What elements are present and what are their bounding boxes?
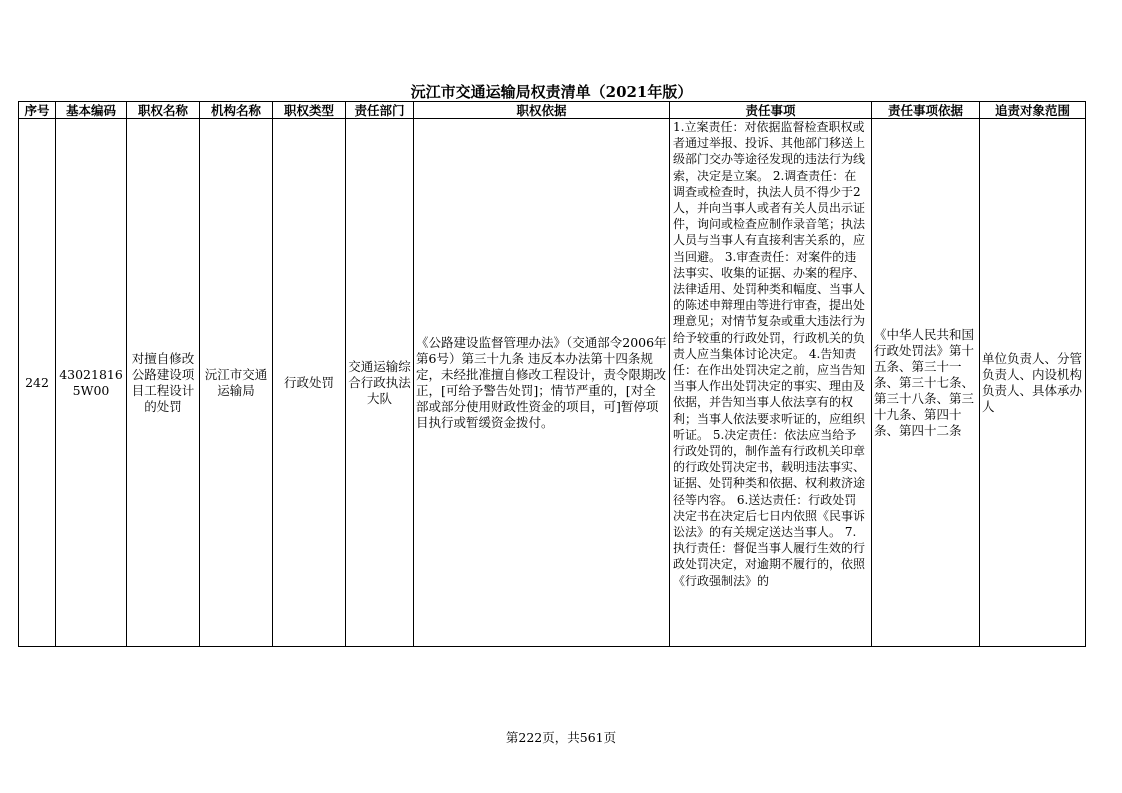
powers-table — [18, 101, 1086, 647]
duties-text: 1.立案责任：对依据监督检查职权或者通过举报、投诉、其他部门移送上级部门交办等途径发现的违法行为线索，决定是立案。 2.调查责任：在调查或检查时，执法人员不得少于2人，并向当事人或者有关人员出示证件，询问或检查应制作录音笔；执法人员与当事人有直接利害关系的，应当回避。 3.审查责任：对案件的违法事实、收集的证据、办案的程序、法律适用、处罚种类和幅度、当事人的陈述申辩理由等进行审查，提出处理意见；对情节复杂或重大违法行为给予较重的行政处罚，行政机关的负责人应当集体讨论决定。 4.告知责任：在作出处罚决定之前，应当告知当事人作出处罚决定的事实、理由及依据，并告知当事人依法享有的权利；当事人依法要求听证的，应组织听证。 5.决定责任：依法应当给予行政处罚的，制作盖有行政机关印章的行政处罚决定书，载明违法事实、证据、处罚种类和依据、权利救济途径等内容。 6.送达责任：行政处罚决定书在决定后七日内依照《民事诉讼法》的有关规定送达当事人。 7.执行责任：督促当事人履行生效的行政处罚决定，对逾期不履行的，依照《行政强制法》的 — [673, 120, 866, 588]
header-code: 基本编码 — [56, 102, 127, 119]
cell-index: 242 — [19, 119, 56, 647]
header-legal-basis: 职权依据 — [414, 102, 670, 119]
cell-duties — [670, 119, 872, 647]
cell-legal-basis: 《公路建设监督管理办法》（交通部令2006年第6号）第三十九条 违反本办法第十四条规定，未经批准擅自修改工程设计，责令限期改正，[可给予警告处罚]；情节严重的，[对全部或部分使用财政性资金的项目，可]暂停项目执行或暂缓资金拨付。 — [414, 119, 670, 647]
page-title: 沅江市交通运输局权责清单（2021年版） — [410, 83, 693, 101]
cell-power-name: 对擅自修改公路建设项目工程设计的处罚 — [127, 119, 200, 647]
cell-duty-basis: 《中华人民共和国行政处罚法》第十五条、第三十一条、第三十七条、第三十八条、第三十九条、第四十条、第四十二条 — [872, 119, 980, 647]
header-power-type: 职权类型 — [273, 102, 346, 119]
header-agency: 机构名称 — [200, 102, 273, 119]
header-department: 责任部门 — [346, 102, 414, 119]
header-accountability: 追责对象范围 — [980, 102, 1086, 119]
cell-power-type: 行政处罚 — [273, 119, 346, 647]
cell-department: 交通运输综合行政执法大队 — [346, 119, 414, 647]
header-index: 序号 — [19, 102, 56, 119]
table-row — [19, 119, 1086, 647]
page-footer: 第222页，共561页 — [505, 730, 617, 745]
cell-agency: 沅江市交通运输局 — [200, 119, 273, 647]
header-duty-basis: 责任事项依据 — [872, 102, 980, 119]
cell-accountability: 单位负责人、分管负责人、内设机构负责人、具体承办人 — [980, 119, 1086, 647]
table-header-row — [19, 102, 1086, 119]
cell-code: 430218165W00 — [56, 119, 127, 647]
header-duties: 责任事项 — [670, 102, 872, 119]
header-power-name: 职权名称 — [127, 102, 200, 119]
